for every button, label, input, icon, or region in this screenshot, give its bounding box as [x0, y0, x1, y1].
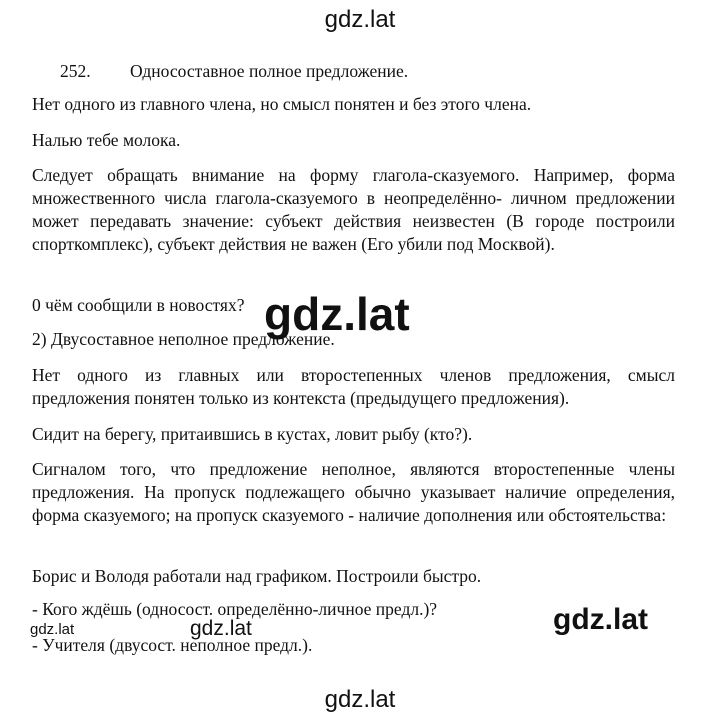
paragraph-1: Нет одного из главного члена, но смысл понятен и без этого члена.	[32, 94, 532, 114]
exercise-number: 252.	[60, 61, 91, 81]
paragraph-8: Сигналом того, что предложение неполное, являются второстепенные члены предложения. На пропуск подлежащего обычно указывает наличие определения, форма сказуемого; на пропуск сказуемого - наличие дополнения или обстоятельства:	[32, 459, 675, 525]
dialogue-line-1: - Кого ждёшь (односост. определённо-личное предл.)?	[32, 599, 438, 619]
dialogue-line-2: - Учителя (двусост. неполное предл.).	[32, 635, 313, 655]
watermark-mid-small: gdz.lat	[190, 617, 252, 640]
paragraph-9: Борис и Володя работали над графиком. Построили быстро.	[32, 566, 482, 586]
paragraph-4: 0 чём сообщили в новостях?	[32, 295, 245, 315]
exercise-heading: Односоставное полное предложение.	[130, 61, 409, 81]
paragraph-7: Сидит на берегу, притаившись в кустах, ловит рыбу (кто?).	[32, 424, 473, 444]
paragraph-6: Нет одного из главных или второстепенных членов предложения, смысл предложения понятен только из контекста (предыдущего предложения).	[32, 365, 675, 408]
watermark-top: gdz.lat	[324, 6, 396, 33]
watermark-right: gdz.lat	[553, 603, 648, 636]
paragraph-2: Налью тебе молока.	[32, 130, 181, 150]
paragraph-5: 2) Двусоставное неполное предложение.	[32, 329, 335, 349]
watermark-left-small: gdz.lat	[30, 621, 75, 638]
watermark-bottom: gdz.lat	[324, 686, 396, 713]
paragraph-3: Следует обращать внимание на форму глагола-сказуемого. Например, форма множественного числа глагола-сказуемого в неопределённо- личном предложении может передавать значение: субъект действия неизвестен (В городе построили спорткомплекс), субъект действия не важен (Его убили под Москвой).	[32, 165, 675, 254]
watermark-center: gdz.lat	[264, 288, 410, 340]
